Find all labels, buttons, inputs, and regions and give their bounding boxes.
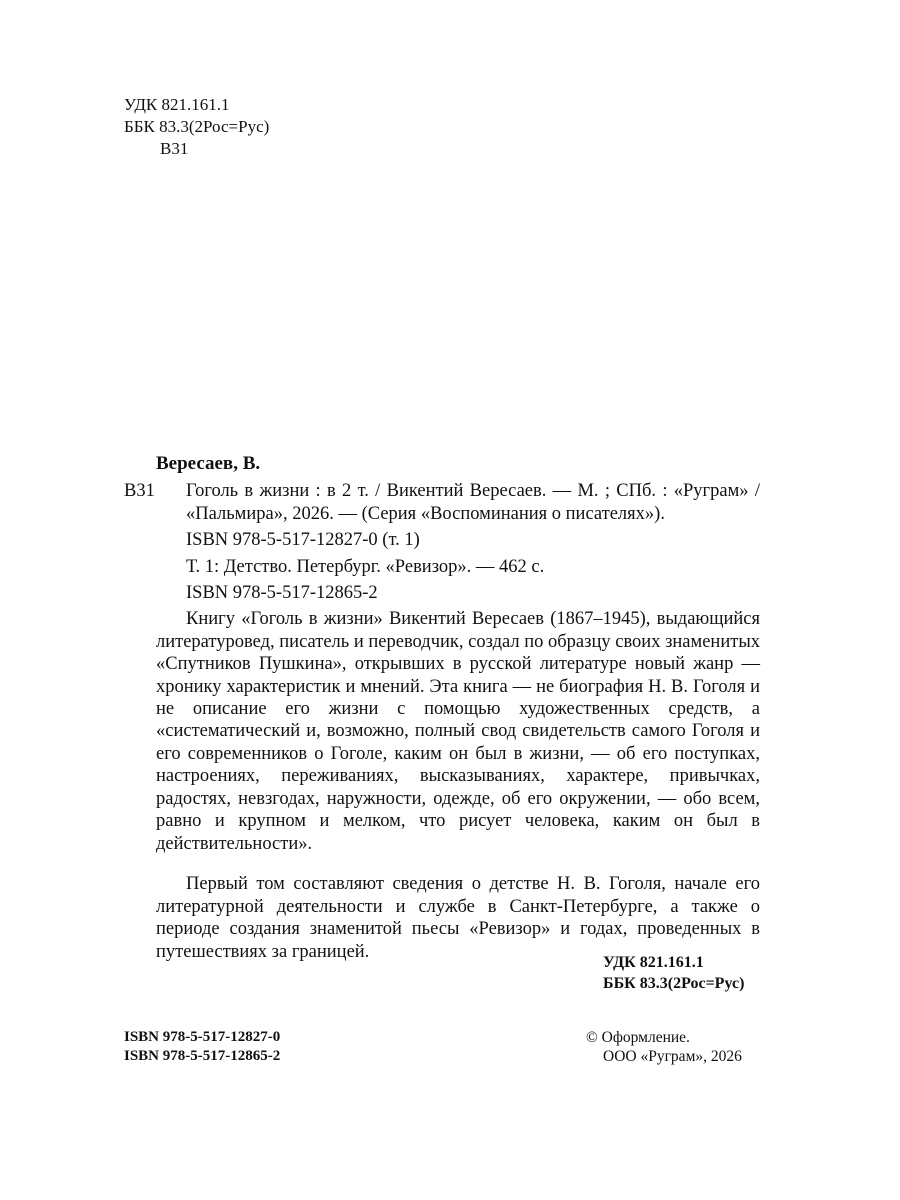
isbn-list xyxy=(124,1028,280,1066)
classification-footer xyxy=(603,952,744,994)
isbn-line-2: ISBN 978-5-517-12865-2 xyxy=(124,1048,281,1064)
catalog-card xyxy=(124,453,760,982)
footer-bbk-code: ББК 83.3(2Рос=Рус) xyxy=(603,975,745,992)
isbn-line-1: ISBN 978-5-517-12827-0 xyxy=(124,1029,281,1045)
classification-header xyxy=(124,94,269,160)
isbn-set: ISBN 978-5-517-12865-2 xyxy=(186,583,378,604)
copyright-line-1: © Оформление. xyxy=(586,1029,690,1046)
copyright-notice xyxy=(586,1028,742,1066)
isbn-volume: ISBN 978-5-517-12827-0 (т. 1) xyxy=(186,530,420,551)
abstract-paragraph-2: Первый том составляют сведения о детстве Н. В. Гоголя, начале его литературной деятельности и службе в Санкт-Петербурге, а также о периоде создания знаменитой пьесы «Ревизор» и годах, проведенных в путешествиях за границей. xyxy=(156,874,760,962)
bibliographic-description: Гоголь в жизни : в 2 т. / Викентий Вересаев. — М. ; СПб. : «Руграм» / «Пальмира», 2026. — (Серия «Воспоминания о писателях»). xyxy=(186,481,760,524)
author-heading: Вересаев, В. xyxy=(156,453,261,474)
volume-title: Т. 1: Детство. Петербург. «Ревизор». — 462 с. xyxy=(186,556,545,577)
footer-udk-code: УДК 821.161.1 xyxy=(603,954,704,971)
author-mark: В31 xyxy=(160,139,189,158)
abstract-paragraph-1: Книгу «Гоголь в жизни» Викентий Вересаев (1867–1945), выдающийся литературовед, писатель и переводчик, создал по образцу своих знаменитых «Спутников Пушкина», открывших в русской литературе новый жанр — хронику характеристик и мнений. Эта книга — не биография Н. В. Гоголя и не описание его жизни с помощью художественных средств, а «систематический и, возможно, полный свод свидетельств самого Гоголя и его современников о Гоголе, каким он был в жизни, — об его поступках, настроениях, переживаниях, высказываниях, характере, привычках, радостях, невзгодах, наружности, одежде, об его окружении, — обо всем, равно и крупном и мелком, что рисует человека, каким он был в действительности». xyxy=(156,609,760,854)
copyright-line-2: ООО «Руграм», 2026 xyxy=(603,1048,742,1065)
udk-code: УДК 821.161.1 xyxy=(124,95,230,114)
bbk-code: ББК 83.3(2Рос=Рус) xyxy=(124,117,270,136)
bibliographic-entry xyxy=(124,480,760,525)
entry-author-mark: В31 xyxy=(124,481,155,502)
